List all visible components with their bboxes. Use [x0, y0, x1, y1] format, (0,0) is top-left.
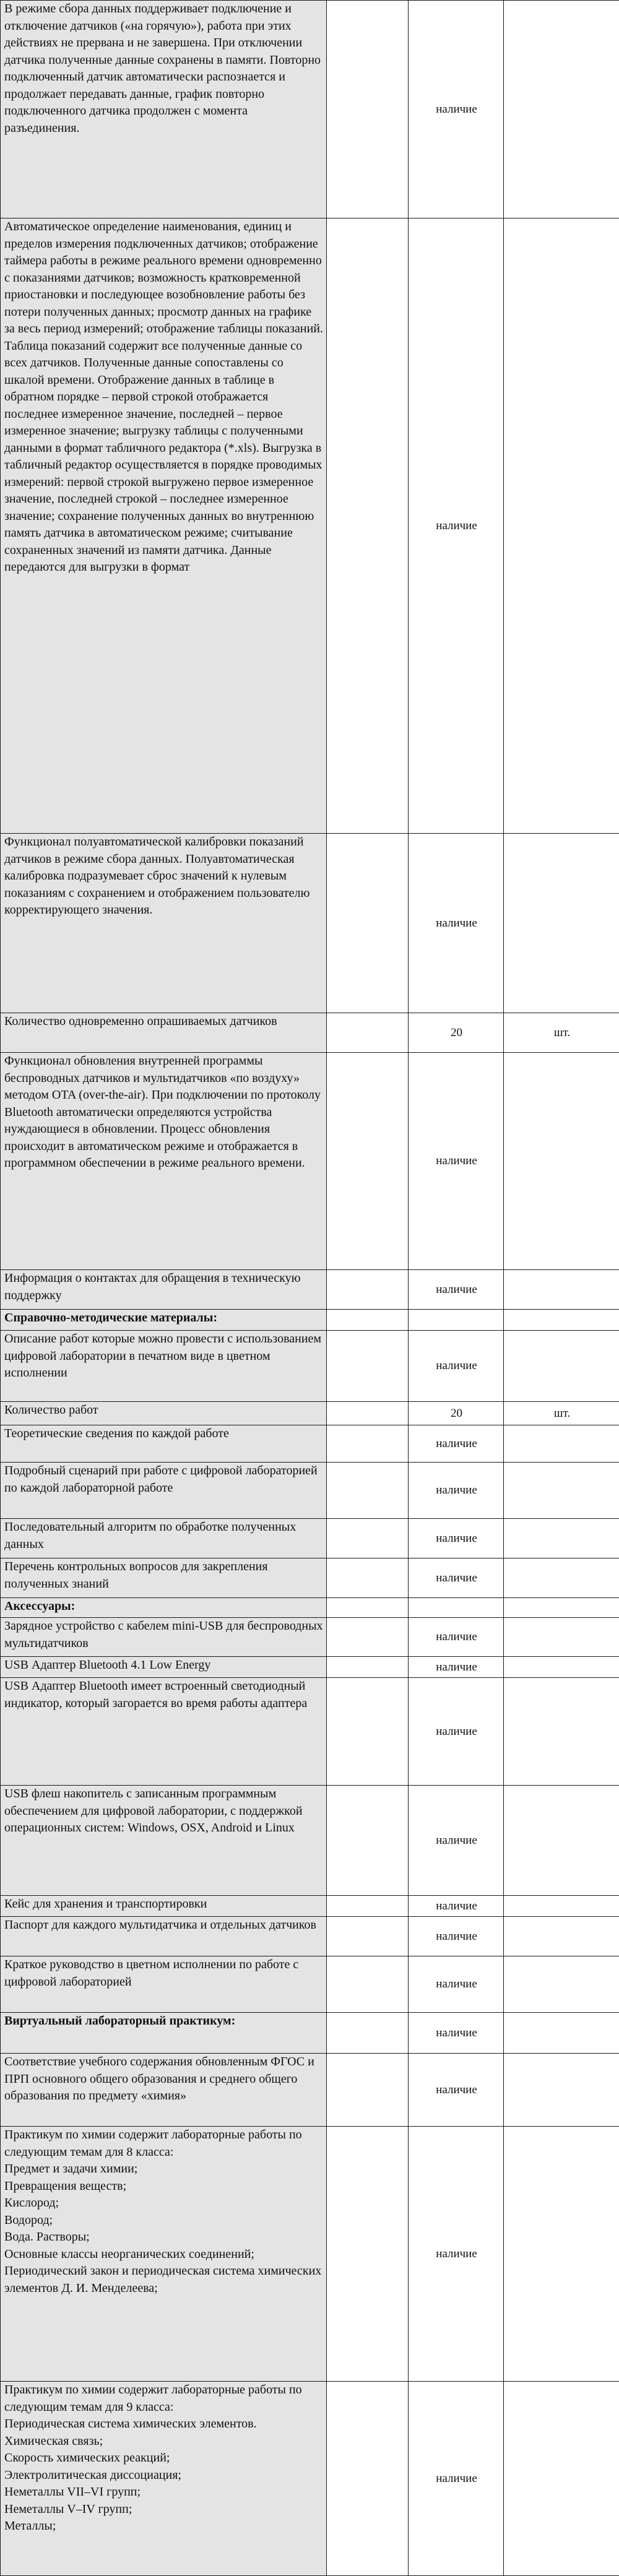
row-value-cell [409, 1917, 504, 1956]
row-label: Функционал полуавтоматической калибровки показаний датчиков в режиме сбора данных. Полуавтоматическая калибровка подразумевает сброс значений к нулевым показаниям с сохранением и отображением пользователю корректирующего значения. [4, 834, 324, 919]
row-spacer-cell [327, 1425, 409, 1463]
table-row [1, 2127, 619, 2382]
row-value: наличие [436, 1484, 477, 1497]
row-label-cell [1, 1425, 327, 1463]
row-value-cell [409, 2013, 504, 2054]
row-value: наличие [436, 1571, 477, 1584]
table-row [1, 1678, 619, 1786]
row-value: наличие [436, 1154, 477, 1167]
table-row [1, 1896, 619, 1917]
row-unit-cell [504, 1896, 619, 1917]
row-label-cell [1, 1519, 327, 1558]
section-title: Справочно-методические материалы: [4, 1310, 324, 1327]
row-unit-cell [504, 1598, 619, 1618]
row-value: наличие [436, 1359, 477, 1372]
row-value-cell [409, 1013, 504, 1053]
row-spacer-cell [327, 2127, 409, 2382]
row-value-cell [409, 1519, 504, 1558]
table-row [1, 1786, 619, 1896]
row-label: Практикум по химии содержит лабораторные работы по следующим темам для 8 класса: Предмет и задачи химии; Превращения веществ; Кислород; Водород; Вода. Растворы; Основные классы неорганических соединений; Периодический закон и периодическая система химических элементов Д. И. Менделеева; [4, 2127, 324, 2297]
row-value: наличие [436, 2472, 477, 2485]
section-title: Аксессуары: [4, 1598, 324, 1615]
table-row [1, 834, 619, 1013]
row-value-cell [409, 1558, 504, 1598]
row-label-cell [1, 1013, 327, 1053]
table-section-header [1, 1310, 619, 1331]
row-label-cell [1, 2382, 327, 2576]
row-label-cell [1, 1678, 327, 1786]
row-spacer-cell [327, 1013, 409, 1053]
row-value-cell [409, 1053, 504, 1270]
row-label-cell [1, 1917, 327, 1956]
table-row [1, 1, 619, 218]
row-label-cell [1, 1402, 327, 1425]
row-label: USB Адаптер Bluetooth имеет встроенный светодиодный индикатор, который загорается во время работы адаптера [4, 1678, 324, 1712]
table-row [1, 1425, 619, 1463]
table-row [1, 1463, 619, 1519]
row-unit-cell [504, 1013, 619, 1053]
row-value-cell [409, 1270, 504, 1310]
row-value: наличие [436, 2083, 477, 2096]
row-value: наличие [436, 1930, 477, 1943]
row-label: USB Адаптер Bluetooth 4.1 Low Energy [4, 1657, 324, 1674]
section-title-cell [1, 2013, 327, 2054]
row-label: Практикум по химии содержит лабораторные работы по следующим темам для 9 класса: Периодическая система химических элементов. Химическая связь; Скорость химических реакций; Электролитическая диссоциация; Неметаллы VII–VI групп; Неметаллы V–IV групп; Металлы; [4, 2382, 324, 2535]
row-label-cell [1, 1956, 327, 2013]
row-spacer-cell [327, 1519, 409, 1558]
row-value: наличие [436, 1725, 477, 1738]
row-spacer-cell [327, 1310, 409, 1331]
row-label-cell [1, 1786, 327, 1896]
table-row [1, 1053, 619, 1270]
table-row [1, 1270, 619, 1310]
row-value-cell [409, 1463, 504, 1519]
row-label: USB флеш накопитель с записанным программным обеспечением для цифровой лаборатории, с поддержкой операционных систем: Windows, OSX, Android и Linux [4, 1786, 324, 1837]
row-spacer-cell [327, 1786, 409, 1896]
row-spacer-cell [327, 2382, 409, 2576]
row-label: В режиме сбора данных поддерживает подключение и отключение датчиков («на горячую»), работа при этих действиях не прервана и не завершена. При отключении датчика полученные данные сохранены в памяти. Повторно подключенный датчик автоматически распознается и продолжает передавать данные, график повторно подключенного датчика продолжен с момента разъединения. [4, 1, 324, 137]
row-label: Зарядное устройство с кабелем mini-USB для беспроводных мультидатчиков [4, 1618, 324, 1652]
table-row [1, 1519, 619, 1558]
row-label: Информация о контактах для обращения в техническую поддержку [4, 1270, 324, 1304]
row-label: Соответствие учебного содержания обновленным ФГОС и ПРП основного общего образования и среднего общего образования по предмету «химия» [4, 2054, 324, 2105]
row-unit-cell [504, 1, 619, 218]
row-unit-cell [504, 1310, 619, 1331]
row-unit-cell [504, 1956, 619, 2013]
table-row [1, 1657, 619, 1678]
table-section-header [1, 1598, 619, 1618]
row-label-cell [1, 1, 327, 218]
row-label-cell [1, 1896, 327, 1917]
table-row [1, 218, 619, 834]
row-value-cell [409, 1956, 504, 2013]
row-value-cell [409, 834, 504, 1013]
row-label-cell [1, 1463, 327, 1519]
row-value: наличие [436, 1437, 477, 1450]
table-row [1, 2054, 619, 2127]
row-unit-cell [504, 2127, 619, 2382]
row-unit-cell [504, 1425, 619, 1463]
row-spacer-cell [327, 1558, 409, 1598]
row-spacer-cell [327, 1896, 409, 1917]
row-value: наличие [436, 1834, 477, 1847]
row-unit-cell [504, 1463, 619, 1519]
row-value-cell [409, 2127, 504, 2382]
row-value-cell [409, 2382, 504, 2576]
row-label-cell [1, 2127, 327, 2382]
row-label: Теоретические сведения по каждой работе [4, 1425, 324, 1443]
row-unit-cell [504, 1618, 619, 1657]
row-value-cell [409, 1331, 504, 1402]
row-unit-cell [504, 834, 619, 1013]
table-row [1, 1956, 619, 2013]
row-label: Краткое руководство в цветном исполнении по работе с цифровой лабораторией [4, 1956, 324, 1990]
row-spacer-cell [327, 218, 409, 834]
row-label: Перечень контрольных вопросов для закрепления полученных знаний [4, 1558, 324, 1593]
row-spacer-cell [327, 1053, 409, 1270]
row-value-cell [409, 1618, 504, 1657]
row-unit-cell [504, 218, 619, 834]
row-unit: шт. [554, 1026, 570, 1039]
row-spacer-cell [327, 1463, 409, 1519]
section-title-cell [1, 1598, 327, 1618]
row-value: 20 [451, 1026, 462, 1039]
row-spacer-cell [327, 1917, 409, 1956]
row-value-cell [409, 2054, 504, 2127]
row-unit-cell [504, 1657, 619, 1678]
row-label-cell [1, 1618, 327, 1657]
table-row [1, 1402, 619, 1425]
row-label: Функционал обновления внутренней программы беспроводных датчиков и мультидатчиков «по воздуху» методом OTA (over-the-air). При подключении по протоколу Bluetooth автоматически определяются устройства нуждающиеся в обновлении. Процесс обновления происходит в автоматическом режиме и отображается в программном обеспечении в режиме реального времени. [4, 1053, 324, 1172]
row-unit-cell [504, 2013, 619, 2054]
row-spacer-cell [327, 1598, 409, 1618]
row-unit-cell [504, 2054, 619, 2127]
row-value: наличие [436, 103, 477, 116]
row-unit: шт. [554, 1407, 570, 1420]
table-section-header [1, 2013, 619, 2054]
row-unit-cell [504, 1558, 619, 1598]
row-value: наличие [436, 1900, 477, 1913]
row-unit-cell [504, 1270, 619, 1310]
row-value-cell [409, 1786, 504, 1896]
row-value: 20 [451, 1407, 462, 1420]
table-row [1, 2382, 619, 2576]
row-spacer-cell [327, 1678, 409, 1786]
row-label: Описание работ которые можно провести с использованием цифровой лаборатории в печатном виде в цветном исполнении [4, 1331, 324, 1382]
table-row [1, 1331, 619, 1402]
row-value: наличие [436, 1661, 477, 1674]
row-label: Паспорт для каждого мультидатчика и отдельных датчиков [4, 1917, 324, 1934]
row-spacer-cell [327, 1331, 409, 1402]
row-unit-cell [504, 1786, 619, 1896]
row-spacer-cell [327, 1956, 409, 2013]
section-title: Виртуальный лабораторный практикум: [4, 2013, 324, 2030]
row-value: наличие [436, 2247, 477, 2260]
row-value: наличие [436, 917, 477, 930]
row-value: наличие [436, 519, 477, 532]
section-title-cell [1, 1310, 327, 1331]
row-value-cell [409, 218, 504, 834]
row-label: Автоматическое определение наименования, единиц и пределов измерения подключенных датчиков; отображение таймера работы в режиме реального времени одновременно с показаниями датчиков; возможность кратковременной приостановки и последующее возобновление работы без потери полученных данных; просмотр данных на графике за весь период измерений; отображение таблицы показаний. Таблица показаний содержит все полученные данные со всех датчиков. Полученные данные сопоставлены со шкалой времени. Отображение данных в таблице в обратном порядке – первой строкой отображается последнее измеренное значение, последней – первое измеренное значение; выгрузку таблицы с полученными данными в формат табличного редактора (*.xls). Выгрузка в табличный редактор осуществляется в порядке проводимых измерений: первой строкой выгружено первое измеренное значение, последней строкой – последнее измеренное значение; сохранение полученных данных во внутреннюю память датчика в автоматическом режиме; считывание сохраненных значений из памяти датчика. Данные передаются для выгрузки в формат [4, 218, 324, 576]
table-row [1, 1917, 619, 1956]
row-unit-cell [504, 1402, 619, 1425]
row-value-cell [409, 1310, 504, 1331]
row-spacer-cell [327, 2054, 409, 2127]
row-spacer-cell [327, 1618, 409, 1657]
row-spacer-cell [327, 2013, 409, 2054]
table-row [1, 1558, 619, 1598]
row-unit-cell [504, 1917, 619, 1956]
row-label-cell [1, 1331, 327, 1402]
row-value: наличие [436, 1630, 477, 1643]
row-spacer-cell [327, 1402, 409, 1425]
row-value-cell [409, 1402, 504, 1425]
row-spacer-cell [327, 1657, 409, 1678]
row-value-cell [409, 1425, 504, 1463]
row-value: наличие [436, 1283, 477, 1296]
table-row [1, 1618, 619, 1657]
row-label-cell [1, 218, 327, 834]
row-label-cell [1, 1270, 327, 1310]
row-unit-cell [504, 1053, 619, 1270]
row-value-cell [409, 1896, 504, 1917]
row-value: наличие [436, 2026, 477, 2039]
row-value-cell [409, 1, 504, 218]
row-unit-cell [504, 1519, 619, 1558]
row-label-cell [1, 1657, 327, 1678]
row-label-cell [1, 1053, 327, 1270]
specification-table-body [1, 1, 619, 2576]
row-label: Подробный сценарий при работе с цифровой лабораторией по каждой лабораторной работе [4, 1463, 324, 1497]
row-value-cell [409, 1678, 504, 1786]
row-unit-cell [504, 1331, 619, 1402]
row-value-cell [409, 1657, 504, 1678]
row-label: Последовательный алгоритм по обработке полученных данных [4, 1519, 324, 1553]
row-label-cell [1, 2054, 327, 2127]
row-value-cell [409, 1598, 504, 1618]
row-spacer-cell [327, 1270, 409, 1310]
row-label-cell [1, 1558, 327, 1598]
row-label: Кейс для хранения и транспортировки [4, 1896, 324, 1913]
row-unit-cell [504, 2382, 619, 2576]
table-row [1, 1013, 619, 1053]
row-label: Количество одновременно опрашиваемых датчиков [4, 1013, 324, 1031]
row-unit-cell [504, 1678, 619, 1786]
row-value: наличие [436, 1977, 477, 1990]
row-label: Количество работ [4, 1402, 324, 1419]
row-label-cell [1, 834, 327, 1013]
row-value: наличие [436, 1532, 477, 1545]
row-spacer-cell [327, 834, 409, 1013]
row-spacer-cell [327, 1, 409, 218]
